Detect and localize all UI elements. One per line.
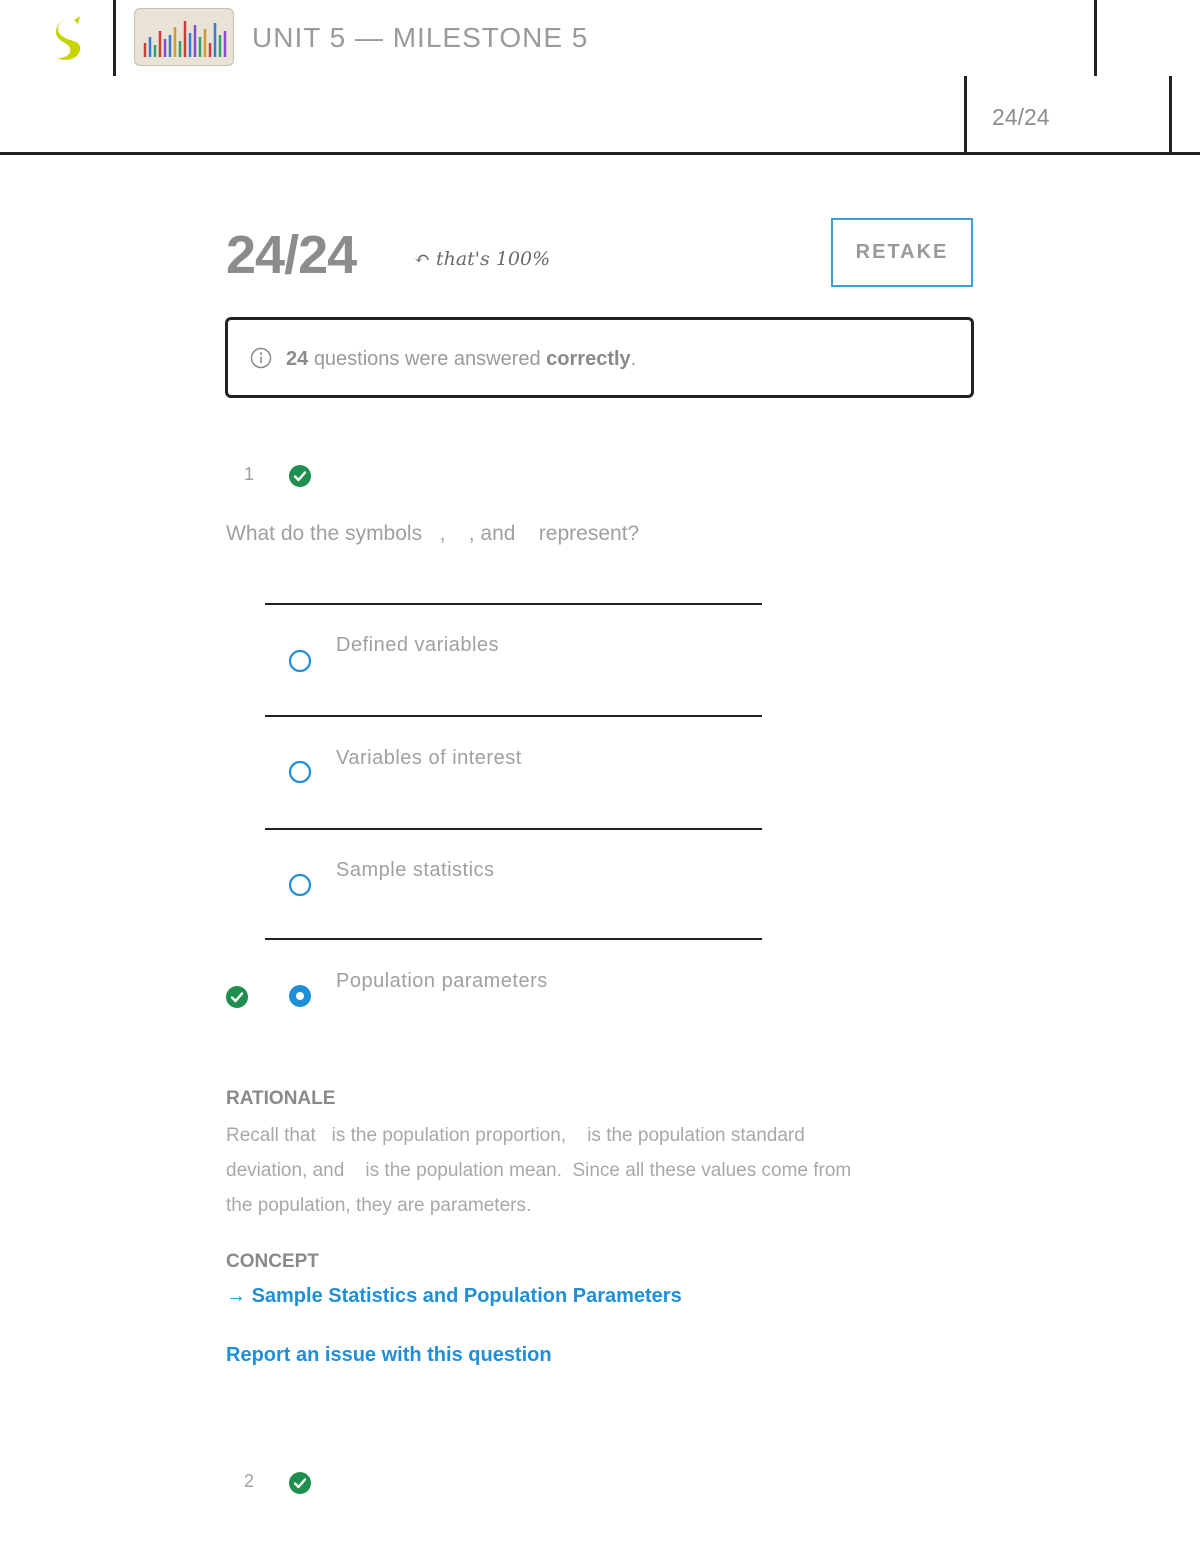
banner-count: 24: [286, 348, 309, 370]
retake-button[interactable]: RETAKE: [831, 218, 973, 287]
report-issue-link[interactable]: Report an issue with this question: [226, 1344, 552, 1366]
score-annotation: [414, 248, 550, 270]
option-label[interactable]: Population parameters: [336, 970, 548, 992]
banner-text-bold: correctly: [546, 348, 631, 370]
unit-title: UNIT 5 — MILESTONE 5: [252, 22, 589, 53]
option-divider: [265, 603, 762, 605]
score-box-left-border: [964, 76, 967, 154]
correct-answer-check-icon: [225, 985, 249, 1009]
course-thumbnail: [134, 8, 234, 66]
sophia-logo-icon[interactable]: [48, 14, 92, 64]
radio-option-1[interactable]: [288, 649, 312, 673]
rationale-heading: RATIONALE: [226, 1088, 336, 1109]
radio-option-4-selected[interactable]: [288, 984, 312, 1008]
result-banner: [225, 317, 974, 398]
rationale-text: [226, 1118, 966, 1223]
option-label[interactable]: Sample statistics: [336, 859, 495, 881]
rationale-line: the population, they are parameters.: [226, 1195, 532, 1216]
curved-arrow-icon: ↶: [414, 248, 430, 270]
question-text: What do the symbols , , and represent?: [226, 522, 640, 545]
concept-link[interactable]: [226, 1285, 682, 1308]
option-label[interactable]: Variables of interest: [336, 747, 522, 769]
info-icon: [250, 347, 272, 369]
banner-text-middle: questions were answered: [313, 348, 541, 370]
question-number: 1: [244, 464, 255, 484]
correct-check-icon: [288, 1471, 312, 1495]
concept-link-text[interactable]: Sample Statistics and Population Parameters: [251, 1285, 682, 1307]
score-annotation-text: that's 100%: [435, 248, 551, 270]
header-bottom-rule: [0, 152, 1200, 155]
rationale-line: Recall that is the population proportion, is the population standard: [226, 1125, 805, 1146]
banner-message: [286, 348, 636, 371]
radio-option-3[interactable]: [288, 873, 312, 897]
option-divider: [265, 828, 762, 830]
header-score: 24/24: [992, 104, 1050, 130]
correct-check-icon: [288, 464, 312, 488]
arrow-right-icon: →: [226, 1285, 246, 1307]
question-number: 2: [244, 1471, 255, 1491]
rationale-line: deviation, and is the population mean. Since all these values come from: [226, 1160, 852, 1181]
concept-heading: CONCEPT: [226, 1251, 319, 1272]
option-label[interactable]: Defined variables: [336, 634, 500, 656]
radio-option-2[interactable]: [288, 760, 312, 784]
header-divider: [113, 0, 116, 76]
option-divider: [265, 938, 762, 940]
score-box-right-border: [1169, 76, 1172, 154]
header-divider-right: [1094, 0, 1097, 76]
final-score: 24/24: [226, 225, 357, 285]
option-divider: [265, 715, 762, 717]
banner-text-end: .: [630, 348, 637, 370]
